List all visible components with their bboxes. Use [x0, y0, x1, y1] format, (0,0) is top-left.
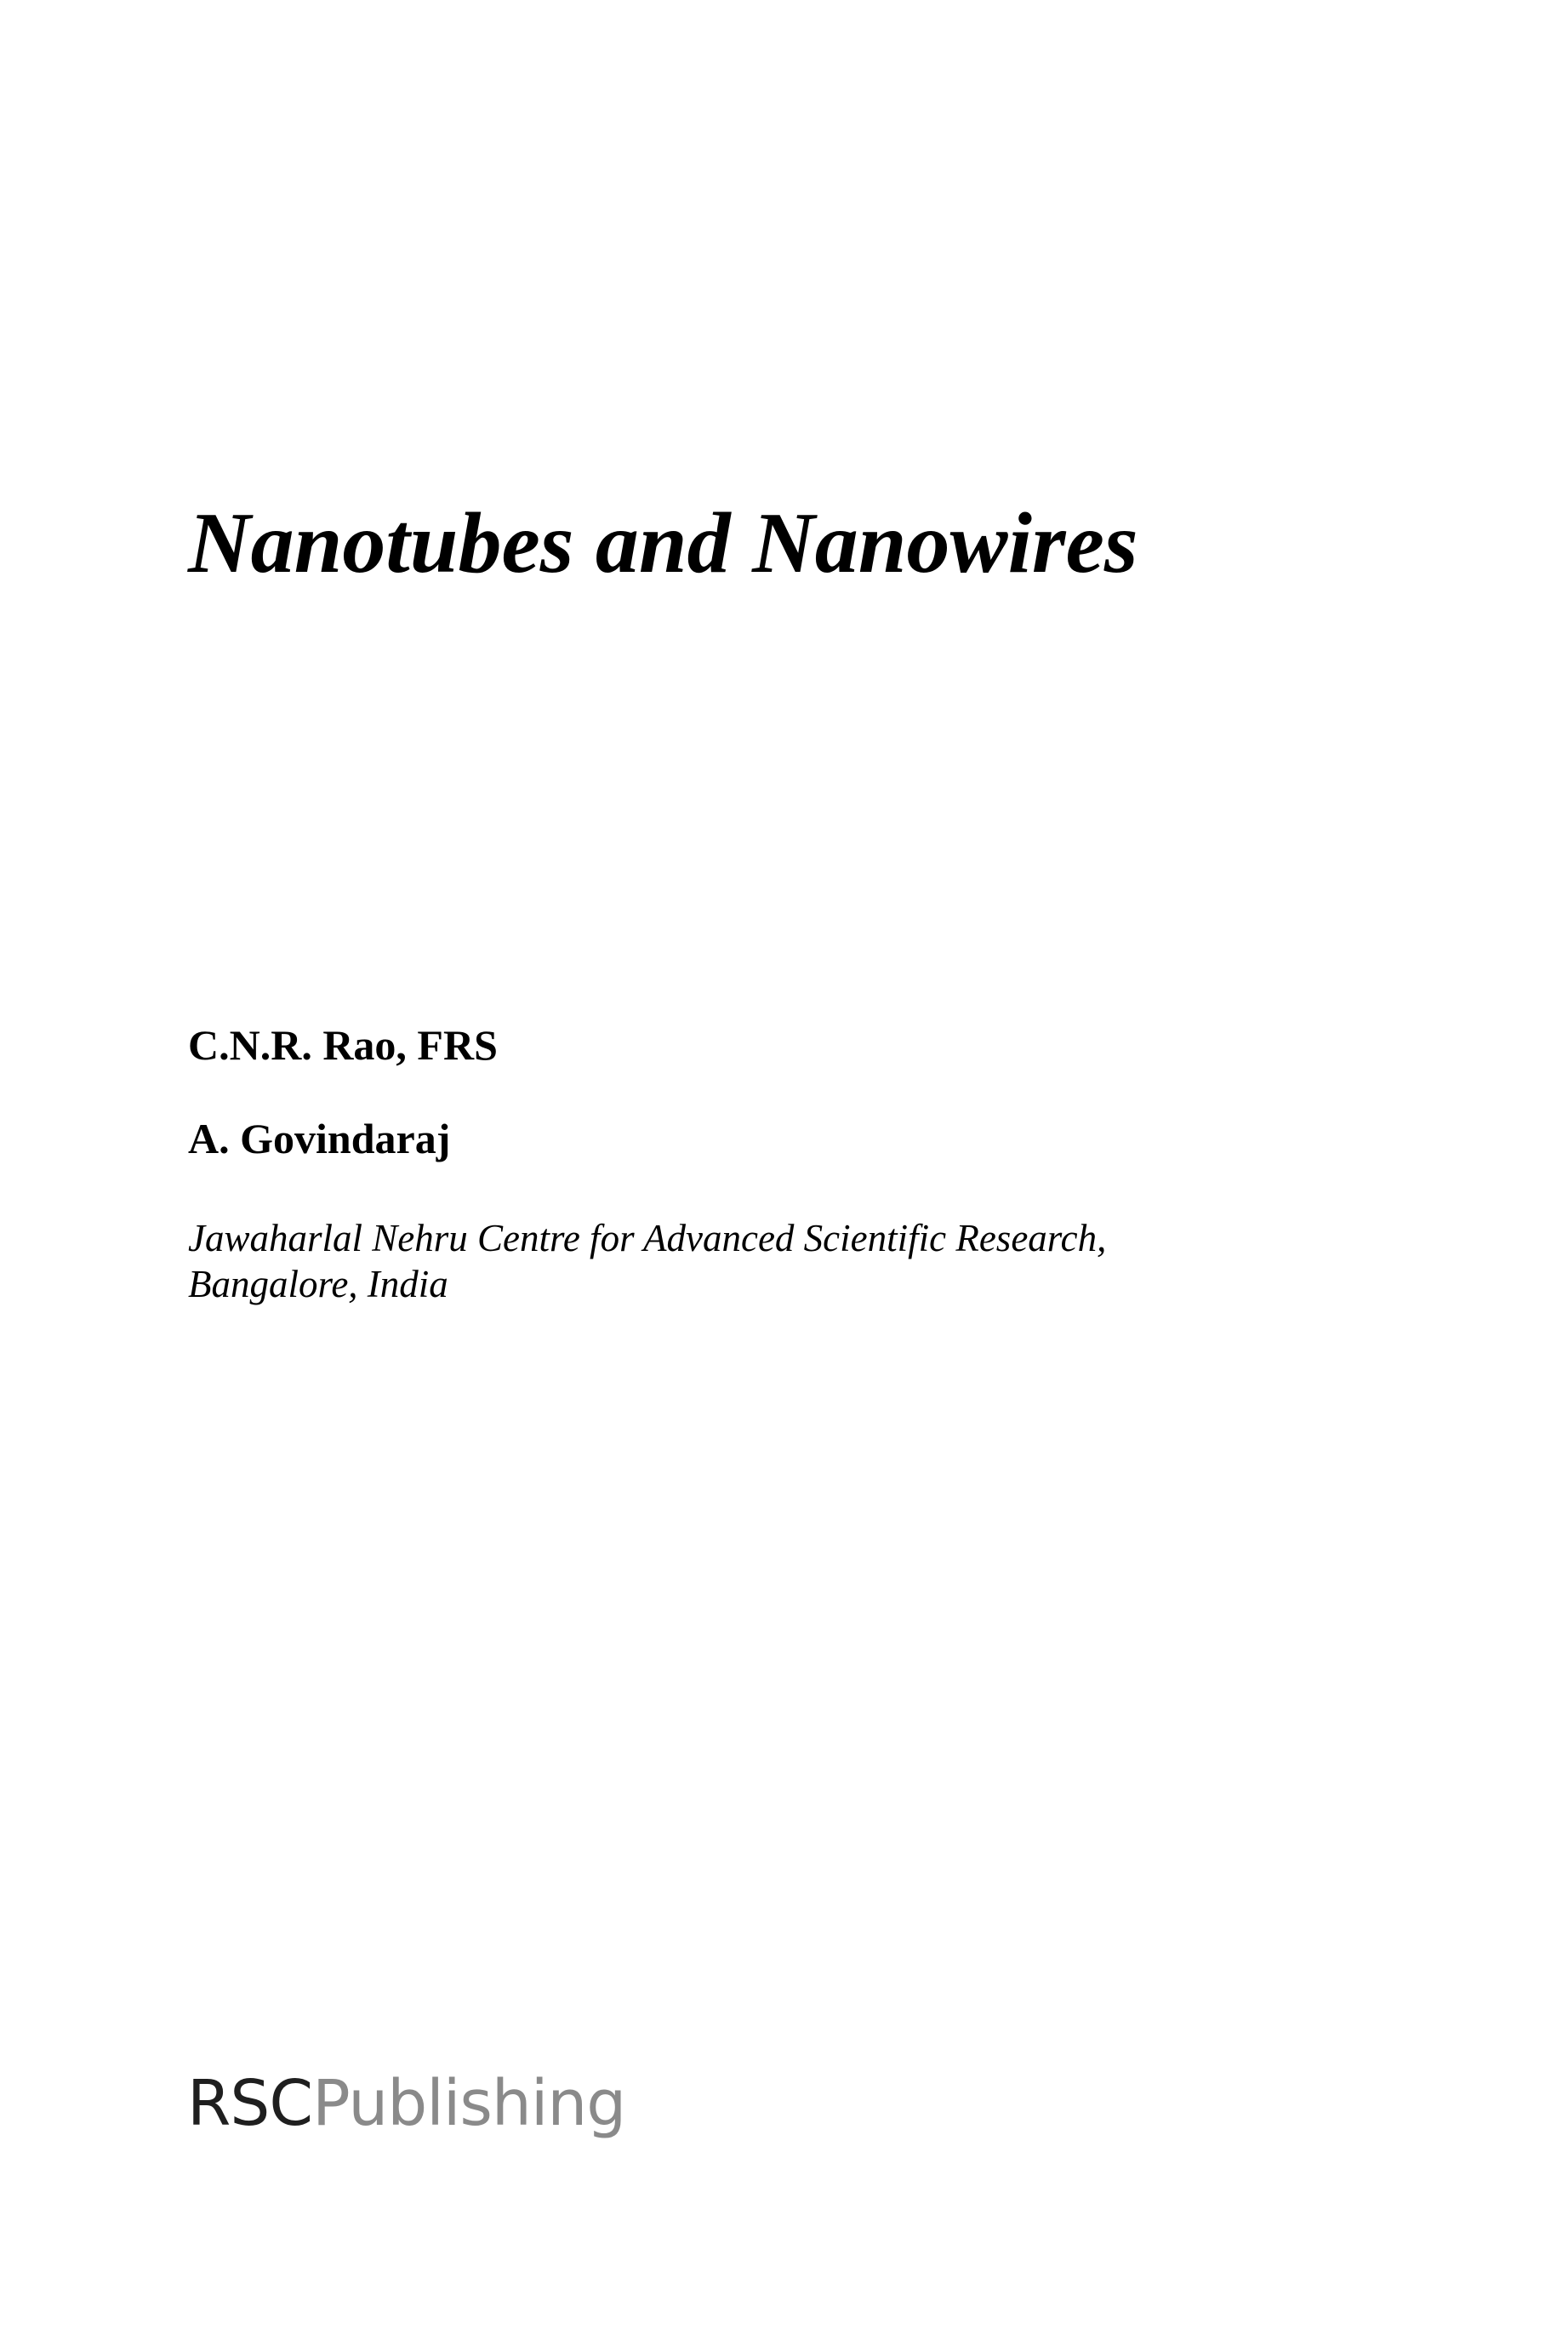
publisher-logo-publishing: Publishing — [312, 2067, 626, 2140]
affiliation-line: Jawaharlal Nehru Centre for Advanced Scientific Research, — [188, 1217, 1107, 1259]
publisher-logo-rsc: RSC — [187, 2067, 313, 2140]
author-name: A. Govindaraj — [188, 1115, 451, 1162]
author-affiliation — [188, 1215, 1106, 1307]
affiliation-line: Bangalore, India — [188, 1263, 448, 1305]
author-name: C.N.R. Rao, FRS — [188, 1021, 498, 1069]
book-title: Nanotubes and Nanowires — [188, 495, 1138, 591]
publisher-logo — [187, 2067, 626, 2140]
